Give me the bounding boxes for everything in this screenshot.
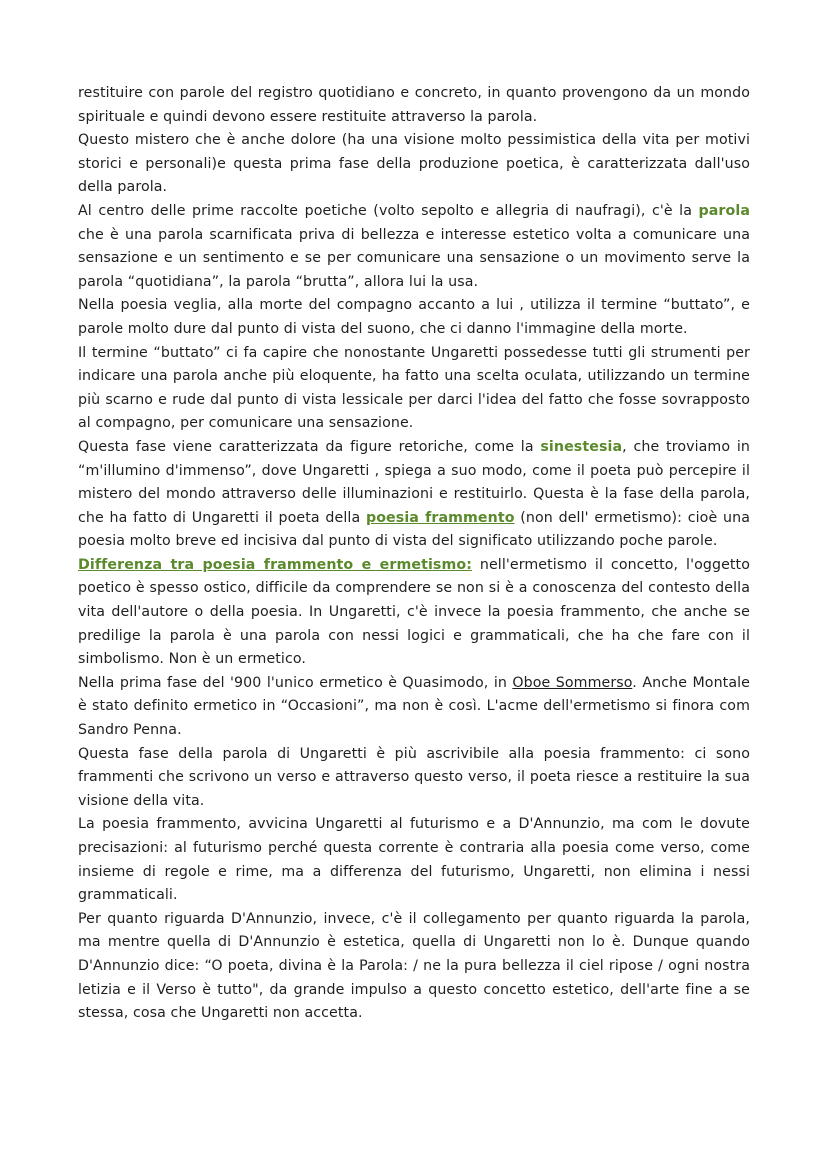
paragraph-7-text: nell'ermetismo il concetto, l'oggetto poetico è spesso ostico, difficile da comprendere se non si è a conoscenza del contesto della vita dell'autore o della poesia. In Ungaretti, c'è invece la poesia frammento, che anche se predilige la parola è una parola con nessi logici e grammaticali, che ha che fare con il simbolismo. Non è un ermetico. xyxy=(78,556,750,668)
paragraph-1: restituire con parole del registro quotidiano e concreto, in quanto provengono da un mondo spirituale e quindi devono essere restituite attraverso la parola. xyxy=(78,85,750,125)
paragraph-8-before: Nella prima fase del '900 l'unico ermetico è Quasimodo, in xyxy=(78,674,513,691)
paragraph-11: Per quanto riguarda D'Annunzio, invece, c'è il collegamento per quanto riguarda la parola, ma mentre quella di D'Annunzio è estetica, quella di Ungaretti non lo è. Dunque quando D'Annunzio dice: “O poeta, divina è la Parola: / ne la pura bellezza il ciel ripose / ogni nostra letizia e il Verso è tutto", da grande impulso a questo concetto estetico, dell'arte fine a se stessa, cosa che Ungaretti non accetta. xyxy=(78,910,750,1022)
section-heading-differenza: Differenza tra poesia frammento e ermetismo: xyxy=(78,556,472,573)
paragraph-5: Il termine “buttato” ci fa capire che nonostante Ungaretti possedesse tutti gli strumenti per indicare una parola anche più eloquente, ha fatto una scelta oculata, utilizzando un termine più scarno e rude dal punto di vista lessicale per darci l'idea del fatto che fosse sovrapposto al compagno, per comunicare una sensazione. xyxy=(78,344,750,432)
paragraph-3-after: che è una parola scarnificata priva di bellezza e interesse estetico volta a comunicare una sensazione e un sentimento e se per comunicare una sensazione o un movimento serve la parola “quotidiana”, la parola “brutta”, allora lui la usa. xyxy=(78,226,750,290)
paragraph-7 xyxy=(78,554,750,672)
title-oboe-sommerso: Oboe Sommerso xyxy=(512,674,633,691)
paragraph-8-after: . Anche Montale è stato definito ermetico in “Occasioni”, ma non è così. L'acme dell'ermetismo si finora com Sandro Penna. xyxy=(78,674,750,739)
keyword-parola: parola xyxy=(698,202,750,219)
paragraph-6 xyxy=(78,436,750,554)
paragraph-6-after: (non dell' ermetismo): cioè una poesia molto breve ed incisiva dal punto di vista del significato utilizzando poche parole. xyxy=(78,509,750,550)
document-body xyxy=(78,82,750,1026)
paragraph-9: Questa fase della parola di Ungaretti è più ascrivibile alla poesia frammento: ci sono frammenti che scrivono un verso e attraverso questo verso, il poeta riesce a restituire la sua visione della vita. xyxy=(78,745,750,809)
paragraph-10: La poesia frammento, avvicina Ungaretti al futurismo e a D'Annunzio, ma com le dovute precisazioni: al futurismo perché questa corrente è contraria alla poesia come verso, come insieme di regole e rime, ma a differenza del futurismo, Ungaretti, non elimina i nessi grammaticali. xyxy=(78,816,750,904)
keyword-poesia-frammento: poesia frammento xyxy=(365,509,515,526)
paragraph-4: Nella poesia veglia, alla morte del compagno accanto a lui , utilizza il termine “buttato”, e parole molto dure dal punto di vista del suono, che ci danno l'immagine della morte. xyxy=(78,297,750,337)
paragraph-3 xyxy=(78,200,750,294)
paragraph-6-before: Questa fase viene caratterizzata da figure retoriche, come la xyxy=(78,438,541,455)
keyword-sinestesia: sinestesia xyxy=(540,438,623,455)
paragraph-8 xyxy=(78,672,750,743)
paragraph-2: Questo mistero che è anche dolore (ha una visione molto pessimistica della vita per motivi storici e personali)e questa prima fase della produzione poetica, è caratterizzata dall'uso della parola. xyxy=(78,132,750,196)
paragraph-6-middle: , che troviamo in “m'illumino d'immenso”, dove Ungaretti , spiega a suo modo, come il poeta può percepire il mistero del mondo attraverso delle illuminazioni e restituirlo. Questa è la fase della parola, che ha fatto di Ungaretti il poeta della xyxy=(78,438,750,526)
paragraph-3-before: Al centro delle prime raccolte poetiche (volto sepolto e allegria di naufragi), c'è la xyxy=(78,202,699,219)
